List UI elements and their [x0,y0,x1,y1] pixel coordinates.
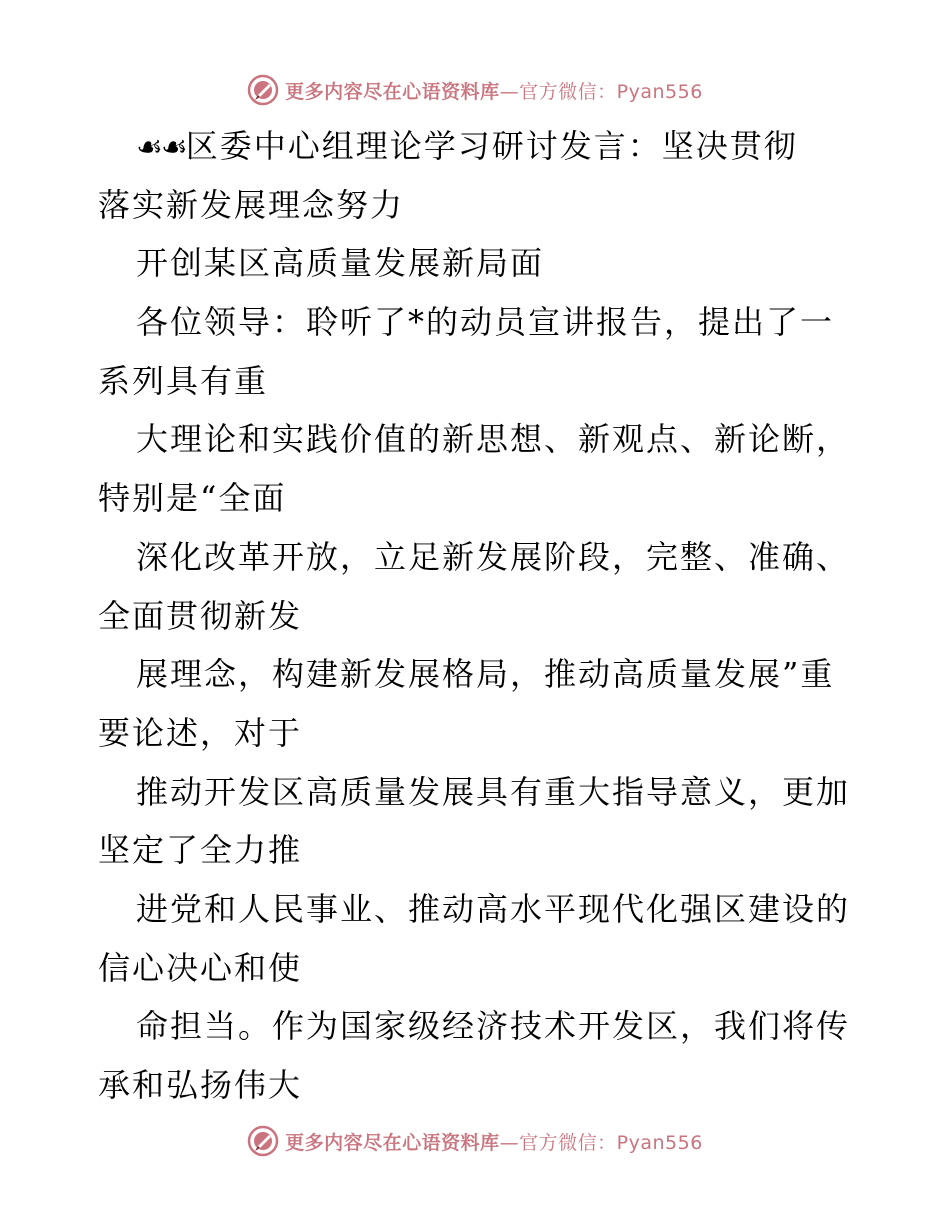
paragraph-line: 进党和人民事业、推动高水平现代化强区建设的 [136,889,851,928]
paragraph-line: 坚定了全力推 [98,831,303,870]
paragraph-line: 命担当。作为国家级经济技术开发区，我们将传 [136,1007,851,1046]
header-text-main: 更多内容尽在心语资料库 [285,80,500,103]
header-text [285,77,703,104]
paragraph-line: 大理论和实践价值的新思想、新观点、新论断， [136,420,851,459]
header-text-contact: 官方微信：Pyan556 [519,80,703,103]
footer-banner [0,1121,950,1161]
title-text-1: 区委中心组理论学习研讨发言：坚决贯彻 [185,127,798,165]
pen-logo-icon [247,1125,279,1157]
title-line-1 [98,117,858,176]
document-body [98,117,858,1115]
paragraph-line: 推动开发区高质量发展具有重大指导意义，更加 [136,772,851,811]
paragraph-line: 特别是“全面 [98,479,287,518]
paragraph-line: 信心决心和使 [98,948,303,987]
footer-text-dash: — [499,1131,520,1154]
footer-text-contact: 官方微信：Pyan556 [519,1131,703,1154]
paragraph-line: 各位领导：聆听了*的动员宣讲报告，提出了一 [136,303,835,342]
header-text-dash: — [499,80,520,103]
pen-logo-icon [247,74,279,106]
title-ornament-icon: ☙☙ [136,130,186,165]
title-line-2: 落实新发展理念努力 [98,185,405,224]
header-banner [0,70,950,110]
paragraph-line: 承和弘扬伟大 [98,1066,303,1104]
paragraph-line: 系列具有重 [98,361,269,400]
paragraph-line: 全面贯彻新发 [98,596,303,635]
subtitle-line: 开创某区高质量发展新局面 [136,244,545,283]
footer-text-main: 更多内容尽在心语资料库 [285,1131,500,1154]
paragraph-line: 要论述，对于 [98,713,303,752]
paragraph-line: 深化改革开放，立足新发展阶段，完整、准确、 [136,537,851,576]
footer-text [285,1128,703,1155]
paragraph-line: 展理念，构建新发展格局，推动高质量发展”重 [136,655,835,694]
